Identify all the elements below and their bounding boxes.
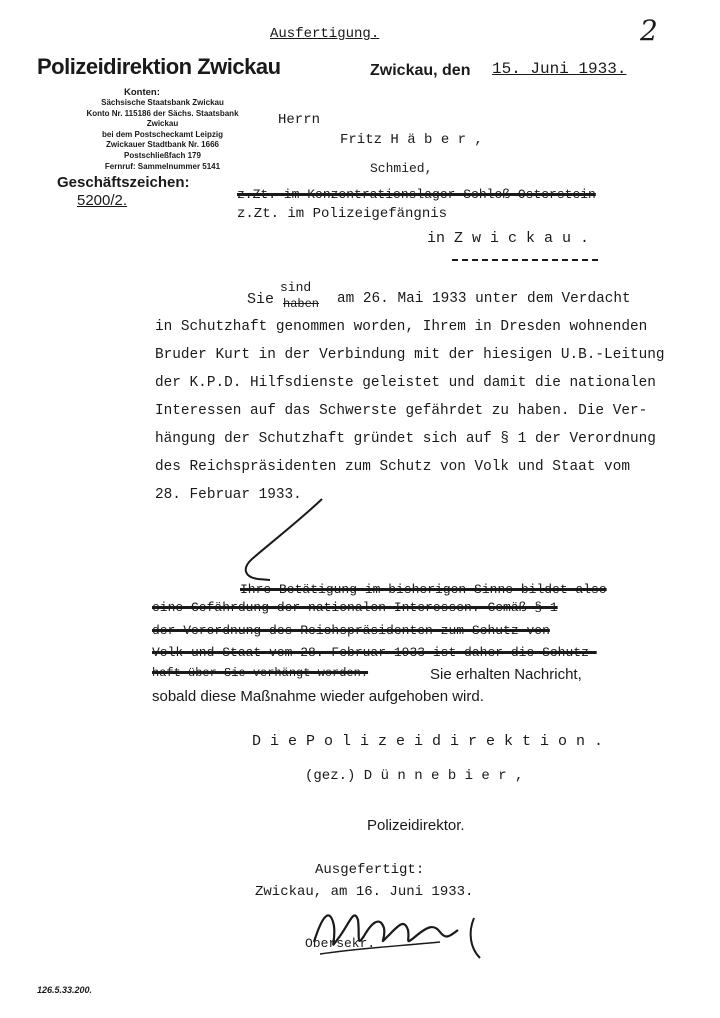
konten-line: Konto Nr. 115186 der Sächs. Staatsbank Zwickau — [86, 108, 239, 129]
agency-name: Polizeidirektion Zwickau — [37, 54, 281, 79]
gez-line: (gez.) D ü n n e b i e r , — [305, 768, 524, 784]
konten-line: Zwickauer Stadtbank Nr. 1666 — [106, 140, 219, 150]
form-code: 126.5.33.200. — [37, 985, 93, 995]
place-date-prefix: Zwickau, den — [370, 62, 471, 79]
addressee-salutation: Herrn — [278, 112, 321, 128]
body-line: der K.P.D. Hilfsdienste geleistet und damit die nationalen — [155, 375, 656, 391]
body-line: Interessen auf das Schwerste gefährdet zu haben. Die Ver- — [155, 403, 648, 419]
crossed-line: Volk und Staat vom 28. Februar 1933 ist daher die Schutz- — [152, 645, 597, 660]
addressee-name: Fritz H ä b e r , — [340, 132, 483, 148]
body-line: 28. Februar 1933. — [155, 487, 302, 503]
konten-line: Fernruf: Sammelnummer 5141 — [104, 161, 221, 171]
letter-date: 15. Juni 1933. — [492, 60, 627, 78]
addressee-city — [427, 230, 589, 247]
crossed-line: der Verordnung des Reichspräsidenten zum Schutz von — [152, 623, 550, 638]
addressee-crossed-line: z.Zt. im Konzentrationslager Schloß Osterstein — [237, 187, 596, 202]
body-line: am 26. Mai 1933 unter dem Verdacht — [337, 291, 631, 307]
rank-line: Obersekr. — [305, 936, 376, 951]
crossed-line: Ihre Betätigung im bisherigen Sinne bildet also — [240, 582, 607, 597]
addressee-location: z.Zt. im Polizeigefängnis — [237, 206, 448, 222]
geschaeftszeichen-label: Geschäftszeichen: — [57, 174, 190, 191]
authority-line: D i e P o l i z e i d i r e k t i o n . — [252, 733, 604, 750]
handwritten-signature — [300, 896, 500, 966]
crossed-line: eine Gefährdung der nationalen Interessen. Gemäß § 1 — [152, 600, 558, 615]
crossed-line: haft über Sie verhängt worden. — [152, 666, 369, 680]
closing-line-1: Sie erhalten Nachricht, — [430, 666, 582, 683]
konten-line: Sächsische Staatsbank Zwickau — [101, 98, 224, 107]
body-line: Bruder Kurt in der Verbindung mit der hiesigen U.B.-Leitung — [155, 347, 665, 363]
body-line: des Reichspräsidenten zum Schutz von Volk und Staat vom — [155, 459, 630, 475]
addressee-occupation: Schmied, — [370, 161, 433, 176]
crossed-word: haben — [283, 297, 320, 311]
insertion-stroke-mark — [230, 495, 340, 595]
director-title: Polizeidirektor. — [367, 817, 465, 834]
konten-title: Konten: — [124, 87, 160, 98]
geschaeftszeichen-value: 5200/2. — [77, 192, 128, 209]
konten-block — [70, 98, 255, 172]
sie-word: Sie — [247, 291, 275, 308]
ausgefertigt-place-date: Zwickau, am 16. Juni 1933. — [255, 884, 474, 900]
city-dash-line — [452, 259, 598, 261]
page-number: 2 — [640, 14, 658, 47]
konten-line: Postschließfach 179 — [124, 150, 201, 160]
konten-line: bei dem Postscheckamt Leipzig — [102, 129, 223, 139]
body-line: in Schutzhaft genommen worden, Ihrem in Dresden wohnenden — [155, 319, 648, 335]
body-line: hängung der Schutzhaft gründet sich auf § 1 der Verordnung — [155, 431, 656, 447]
insert-word: sind — [280, 280, 312, 295]
closing-line-2: sobald diese Maßnahme wieder aufgehoben wird. — [152, 688, 484, 705]
addressee-city-text: in Z w i c k a u . — [427, 230, 590, 247]
ausfertigung-label: Ausfertigung. — [270, 26, 380, 42]
ausgefertigt-label: Ausgefertigt: — [315, 862, 425, 878]
